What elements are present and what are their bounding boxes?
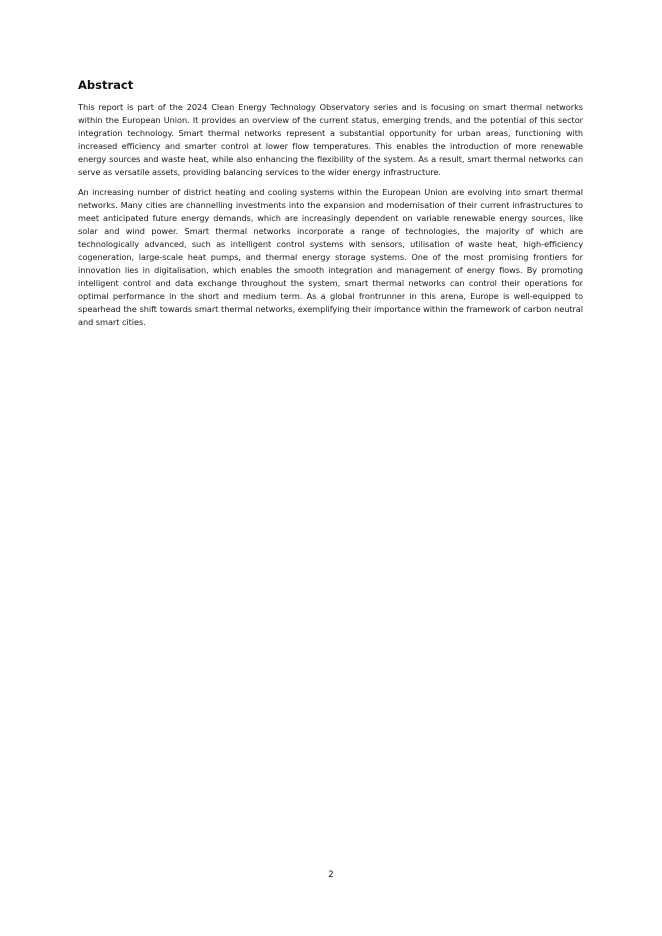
section-heading: Abstract: [78, 78, 134, 92]
paragraph-1: This report is part of the 2024 Clean Energy Technology Observatory series and is focusing on smart thermal networks within the European Union. It provides an overview of the current status, emerging trends, and the potential of this sector integration technology. Smart thermal networks represent a substantial opportunity for urban areas, functioning with increased efficiency and smarter control at lower flow temperatures. This enables the introduction of more renewable energy sources and waste heat, while also enhancing the flexibility of the system. As a result, smart thermal networks can serve as versatile assets, providing balancing services to the wider energy infrastructure.: [78, 102, 583, 177]
paragraph-2: An increasing number of district heating and cooling systems within the European Union are evolving into smart thermal networks. Many cities are channelling investments into the expansion and modernisation of their current infrastructures to meet anticipated future energy demands, which are increasingly dependent on variable renewable energy sources, like solar and wind power. Smart thermal networks incorporate a range of technologies, the majority of which are technologically advanced, such as intelligent control systems with sensors, utilisation of waste heat, high-efficiency cogeneration, large-scale heat pumps, and thermal energy storage systems. One of the most promising frontiers for innovation lies in digitalisation, which enables the smooth integration and management of energy flows. By promoting intelligent control and data exchange throughout the system, smart thermal networks can control their operations for optimal performance in the short and medium term. As a global frontrunner in this arena, Europe is well-equipped to spearhead the shift towards smart thermal networks, exemplifying their importance within the framework of carbon neutral and smart cities.: [78, 187, 583, 327]
page-content: [78, 78, 583, 336]
page-number: 2: [328, 870, 334, 880]
